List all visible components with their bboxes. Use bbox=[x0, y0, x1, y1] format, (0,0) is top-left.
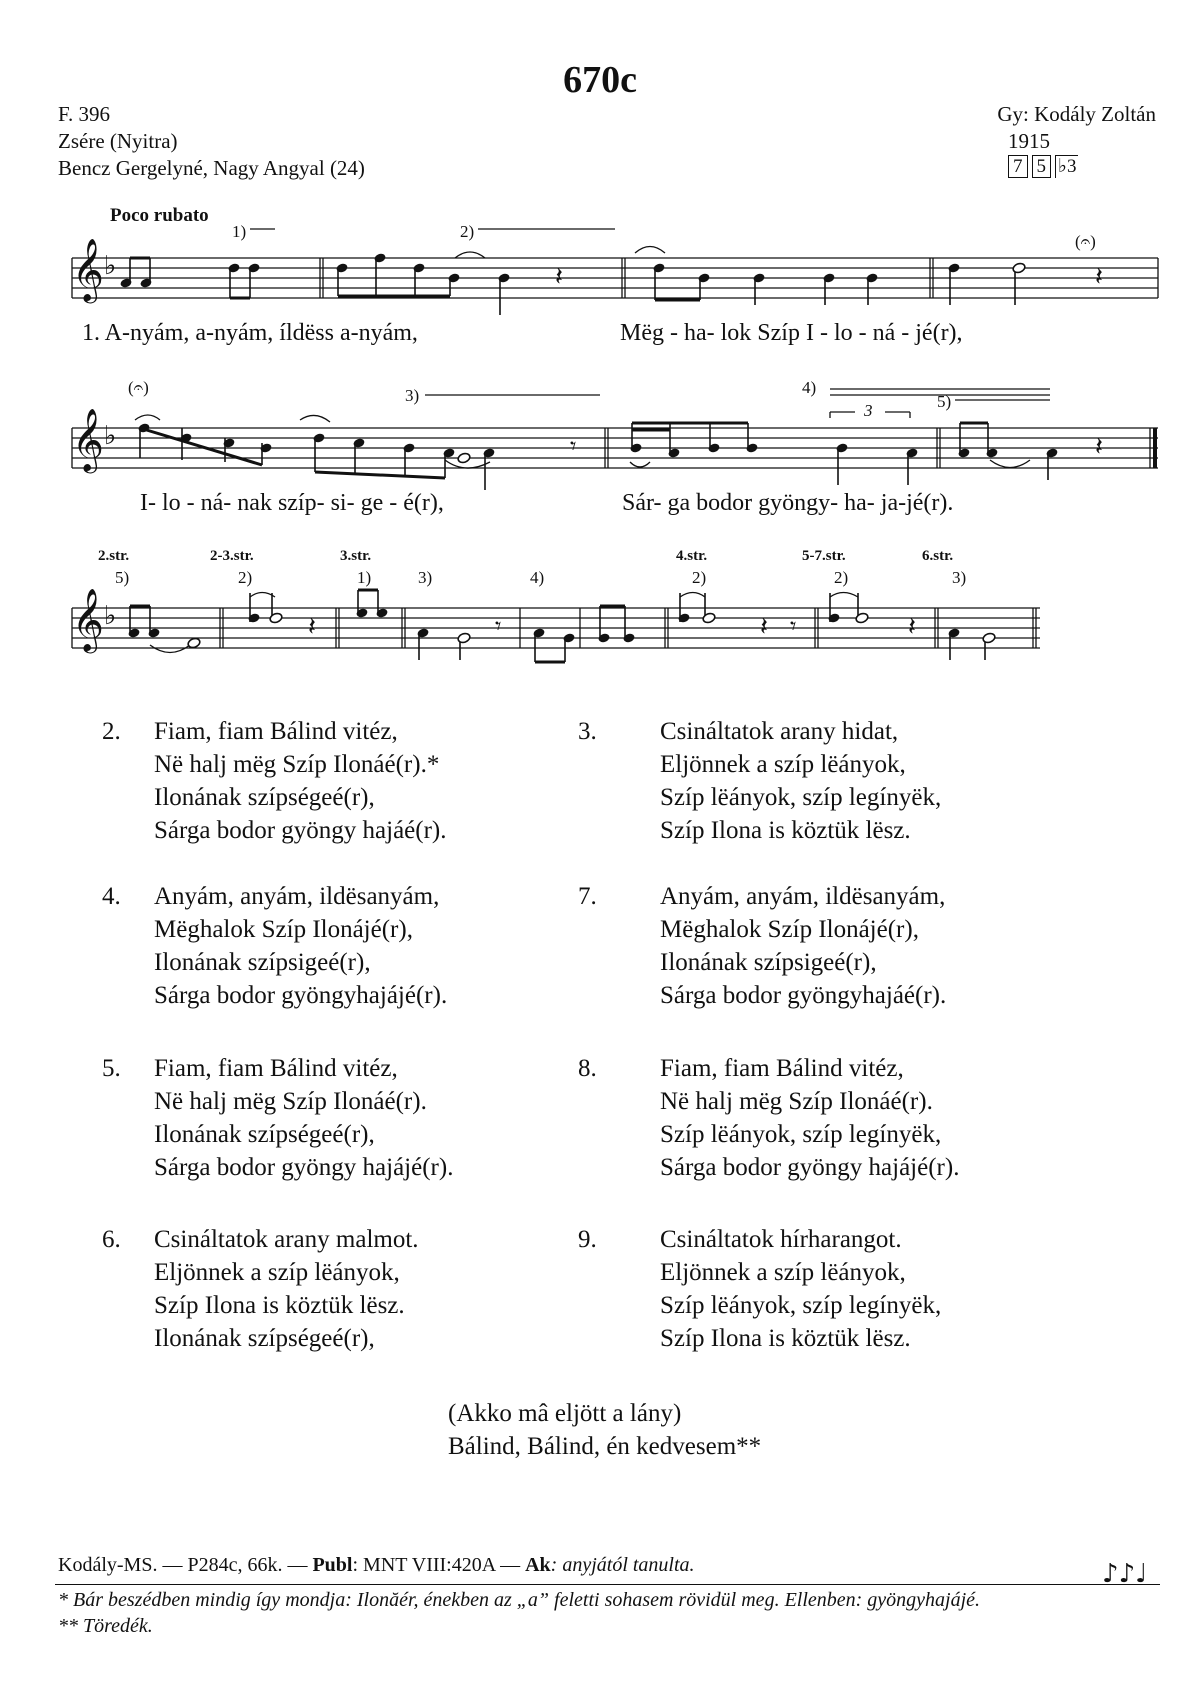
performer: Bencz Gergelyné, Nagy Angyal (24) bbox=[58, 156, 365, 180]
stanza-line: Anyám, anyám, ildësanyám, bbox=[154, 883, 440, 910]
catalog-number: F. 396 bbox=[58, 102, 110, 126]
publ-text: : MNT VIII:420A — bbox=[352, 1554, 526, 1576]
stanza-line: Eljönnek a szíp lëányok, bbox=[660, 751, 906, 778]
strophe-label: 4.str. bbox=[676, 548, 708, 564]
stanza-line: Fiam, fiam Bálind vitéz, bbox=[660, 1055, 904, 1082]
treble-clef-icon: 𝄞 bbox=[72, 588, 104, 651]
quarter-rest-icon: 𝄽 bbox=[1095, 432, 1103, 462]
footnote-mark: 3) bbox=[952, 568, 967, 587]
stanza-line: Csináltatok arany hidat, bbox=[660, 718, 899, 745]
page-title: 670c bbox=[563, 59, 637, 101]
ak-text: : anyjától tanulta. bbox=[550, 1554, 695, 1576]
fermata-mark: (𝄐) bbox=[128, 378, 149, 397]
lyrics-line: Mëg - ha- lok Szíp I - lo - ná - jé(r), bbox=[620, 320, 963, 346]
stanza-line: Mëghalok Szíp Ilonájé(r), bbox=[154, 916, 413, 943]
stanza-line: Ilonának szípségeé(r), bbox=[154, 1325, 375, 1352]
stanza-line: Csináltatok arany malmot. bbox=[154, 1226, 419, 1253]
stanza-line: Në halj mëg Szíp Ilonáé(r). bbox=[154, 1088, 427, 1115]
stanza-line: Eljönnek a szíp lëányok, bbox=[154, 1259, 400, 1286]
treble-clef-icon: 𝄞 bbox=[72, 408, 104, 471]
stanza-line: Mëghalok Szíp Ilonájé(r), bbox=[660, 916, 919, 943]
stanza-number: 5. bbox=[102, 1055, 121, 1082]
fermata-mark: (𝄐) bbox=[1075, 232, 1096, 251]
stanza-number: 9. bbox=[578, 1226, 597, 1253]
footer-divider bbox=[55, 1584, 1160, 1585]
stanza-line: Në halj mëg Szíp Ilonáé(r).* bbox=[154, 751, 440, 778]
rhythm-icon: ♪♪♩ bbox=[1102, 1559, 1148, 1589]
strophe-label: 3.str. bbox=[340, 548, 372, 564]
footnote-mark: 1) bbox=[357, 568, 372, 587]
footnote-mark: 4) bbox=[530, 568, 545, 587]
stanza-line: Eljönnek a szíp lëányok, bbox=[660, 1259, 906, 1286]
stanza-number: 2. bbox=[102, 718, 121, 745]
flat-icon: ♭ bbox=[104, 601, 117, 631]
flat-icon: ♭ bbox=[104, 421, 117, 451]
strophe-label: 2-3.str. bbox=[210, 548, 254, 564]
stanza-line: Ilonának szípsigeé(r), bbox=[660, 949, 877, 976]
footnote-mark: 2) bbox=[692, 568, 707, 587]
footnote-mark: 3) bbox=[418, 568, 433, 587]
eighth-rest-icon: 𝄾 bbox=[790, 612, 797, 640]
stanza-line: Fiam, fiam Bálind vitéz, bbox=[154, 718, 398, 745]
location: Zsére (Nyitra) bbox=[58, 129, 178, 153]
stanza bbox=[578, 880, 1008, 1020]
quarter-rest-icon: 𝄽 bbox=[308, 612, 316, 642]
stanza-line: Szíp lëányok, szíp legínyëk, bbox=[660, 784, 942, 811]
stanza-line: Sárga bodor gyöngyhajáé(r). bbox=[660, 982, 947, 1009]
staff-system-2 bbox=[72, 428, 1158, 468]
year: 1915 bbox=[1008, 129, 1050, 153]
stanza-line: Në halj mëg Szíp Ilonáé(r). bbox=[660, 1088, 933, 1115]
footnote: ** Töredék. bbox=[58, 1615, 153, 1637]
stanza-number: 6. bbox=[102, 1226, 121, 1253]
quarter-rest-icon: 𝄽 bbox=[760, 612, 768, 642]
footnote-mark: 5) bbox=[937, 392, 952, 411]
footnote-mark: 2) bbox=[238, 568, 253, 587]
stanza-line: Sárga bodor gyöngy hajáé(r). bbox=[154, 817, 447, 844]
strophe-label: 6.str. bbox=[922, 548, 954, 564]
tempo-marking: Poco rubato bbox=[110, 205, 209, 226]
stanza-line: Ilonának szípsigeé(r), bbox=[154, 949, 371, 976]
eighth-rest-icon: 𝄾 bbox=[570, 432, 577, 460]
marker-box-1: 7 bbox=[1008, 155, 1028, 178]
stanza-number: 3. bbox=[578, 718, 597, 745]
footnote: * Bár beszédben mindig így mondja: Ilonăér, énekben az „a” feletti sohasem rövidül meg. Ellenben: gyöngyhajájé. bbox=[58, 1589, 981, 1611]
footnote-mark: 2) bbox=[460, 222, 475, 241]
stanza bbox=[578, 1052, 1008, 1192]
footnote-mark: 3) bbox=[405, 386, 420, 405]
stanza-line: Csináltatok hírharangot. bbox=[660, 1226, 902, 1253]
stanza-number: 8. bbox=[578, 1055, 597, 1082]
stanza-line: Szíp lëányok, szíp legínyëk, bbox=[660, 1292, 942, 1319]
stanza-number: 7. bbox=[578, 883, 597, 910]
spoken-ending bbox=[448, 1397, 868, 1463]
stanza bbox=[102, 1223, 532, 1363]
treble-clef-icon: 𝄞 bbox=[72, 238, 104, 301]
lyrics-line: 1. A-nyám, a-nyám, íldëss a-nyám, bbox=[82, 320, 418, 346]
quarter-rest-icon: 𝄽 bbox=[908, 612, 916, 642]
staff-system-3 bbox=[72, 608, 1040, 648]
publ-label: Publ bbox=[312, 1554, 353, 1576]
marker-box-2: 5 bbox=[1032, 155, 1052, 178]
stanza bbox=[102, 715, 532, 855]
lyrics-line: Sár- ga bodor gyöngy- ha- ja-jé(r). bbox=[622, 490, 954, 516]
stanza-line: Ilonának szípségeé(r), bbox=[154, 784, 375, 811]
triplet-mark: 3 bbox=[864, 401, 873, 420]
stanza-line: Sárga bodor gyöngy hajájé(r). bbox=[154, 1154, 454, 1181]
stanza bbox=[578, 1223, 1008, 1363]
ak-label: Ak bbox=[525, 1554, 551, 1576]
stanza-line: Szíp Ilona is köztük lësz. bbox=[660, 817, 911, 844]
stanza-line: Sárga bodor gyöngy hajájé(r). bbox=[660, 1154, 960, 1181]
manuscript-ref: Kodály-MS. — P284c, 66k. — bbox=[58, 1554, 313, 1576]
marker-box-3: ♭3 bbox=[1055, 155, 1078, 178]
lyrics-line: I- lo - ná- nak szíp- si- ge - é(r), bbox=[140, 490, 444, 516]
stanza-line: Anyám, anyám, ildësanyám, bbox=[660, 883, 946, 910]
stanza bbox=[578, 715, 1008, 855]
stanza bbox=[102, 880, 532, 1020]
stanza-line: Ilonának szípségeé(r), bbox=[154, 1121, 375, 1148]
stanza-number: 4. bbox=[102, 883, 121, 910]
stanza bbox=[102, 1052, 532, 1192]
strophe-label: 5-7.str. bbox=[802, 548, 846, 564]
footnote-mark: 4) bbox=[802, 378, 817, 397]
stanza-line: Szíp lëányok, szíp legínyëk, bbox=[660, 1121, 942, 1148]
stanza-line: Szíp Ilona is köztük lësz. bbox=[154, 1292, 405, 1319]
source-reference bbox=[58, 1554, 695, 1577]
stanza-line: Fiam, fiam Bálind vitéz, bbox=[154, 1055, 398, 1082]
footnote-mark: 1) bbox=[232, 222, 247, 241]
footnote-mark: 5) bbox=[115, 568, 130, 587]
eighth-rest-icon: 𝄾 bbox=[495, 612, 502, 640]
flat-icon: ♭ bbox=[104, 251, 117, 281]
strophe-label: 2.str. bbox=[98, 548, 130, 564]
collector: Gy: Kodály Zoltán bbox=[997, 102, 1156, 126]
stanza-line: Szíp Ilona is köztük lësz. bbox=[660, 1325, 911, 1352]
stanza-line: Sárga bodor gyöngyhajájé(r). bbox=[154, 982, 448, 1009]
spoken-line: (Akko mâ eljött a lány) bbox=[448, 1400, 682, 1427]
spoken-line: Bálind, Bálind, én kedvesem** bbox=[448, 1433, 762, 1460]
quarter-rest-icon: 𝄽 bbox=[555, 262, 563, 292]
footnote-mark: 2) bbox=[834, 568, 849, 587]
quarter-rest-icon: 𝄽 bbox=[1095, 262, 1103, 292]
